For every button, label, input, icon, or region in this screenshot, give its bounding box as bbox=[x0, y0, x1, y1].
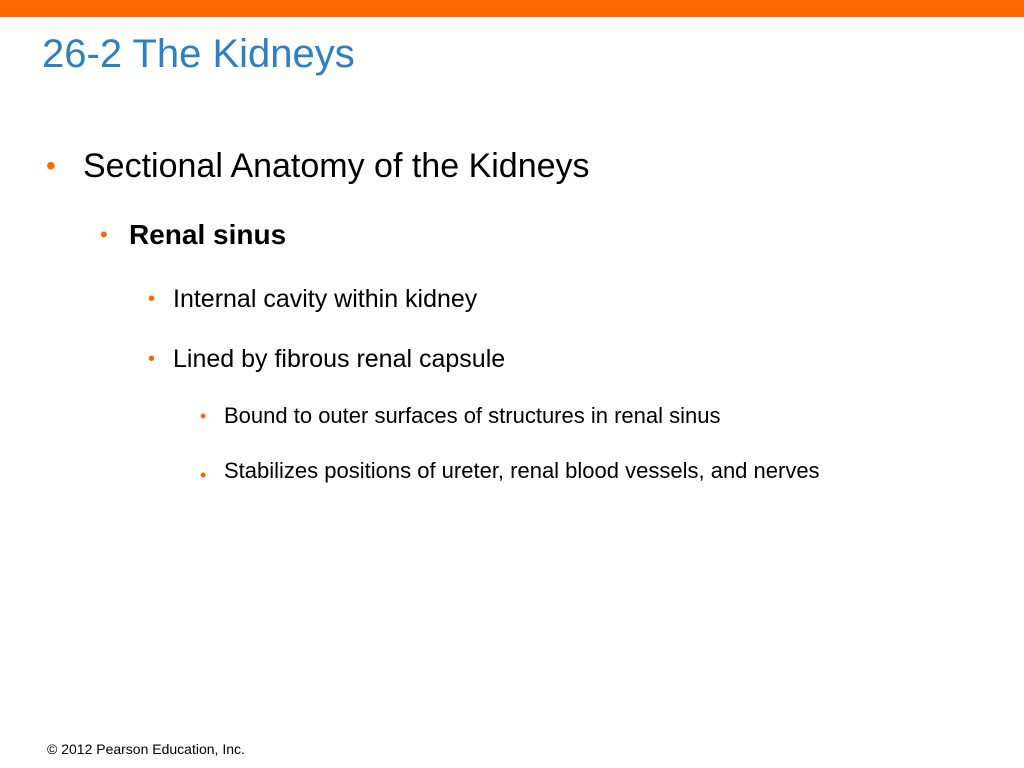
bullet-marker: • bbox=[200, 465, 207, 485]
bullet-text: Internal cavity within kidney bbox=[173, 285, 478, 313]
bullet-marker: • bbox=[200, 406, 207, 426]
bullet-text: Stabilizes positions of ureter, renal blood vessels, and nerves bbox=[224, 458, 820, 483]
slide-title: 26-2 The Kidneys bbox=[42, 32, 355, 76]
bullet-marker: • bbox=[148, 288, 156, 310]
bullet-marker: • bbox=[46, 150, 56, 181]
bullet-text: Lined by fibrous renal capsule bbox=[173, 345, 506, 373]
top-accent-bar bbox=[0, 0, 1024, 17]
bullet-text: Renal sinus bbox=[129, 219, 287, 250]
copyright-footer: © 2012 Pearson Education, Inc. bbox=[47, 741, 245, 757]
bullet-marker: • bbox=[100, 222, 108, 247]
bullet-marker: • bbox=[148, 348, 156, 370]
bullet-text: Bound to outer surfaces of structures in renal sinus bbox=[224, 403, 721, 428]
bullet-text: Sectional Anatomy of the Kidneys bbox=[83, 147, 590, 185]
